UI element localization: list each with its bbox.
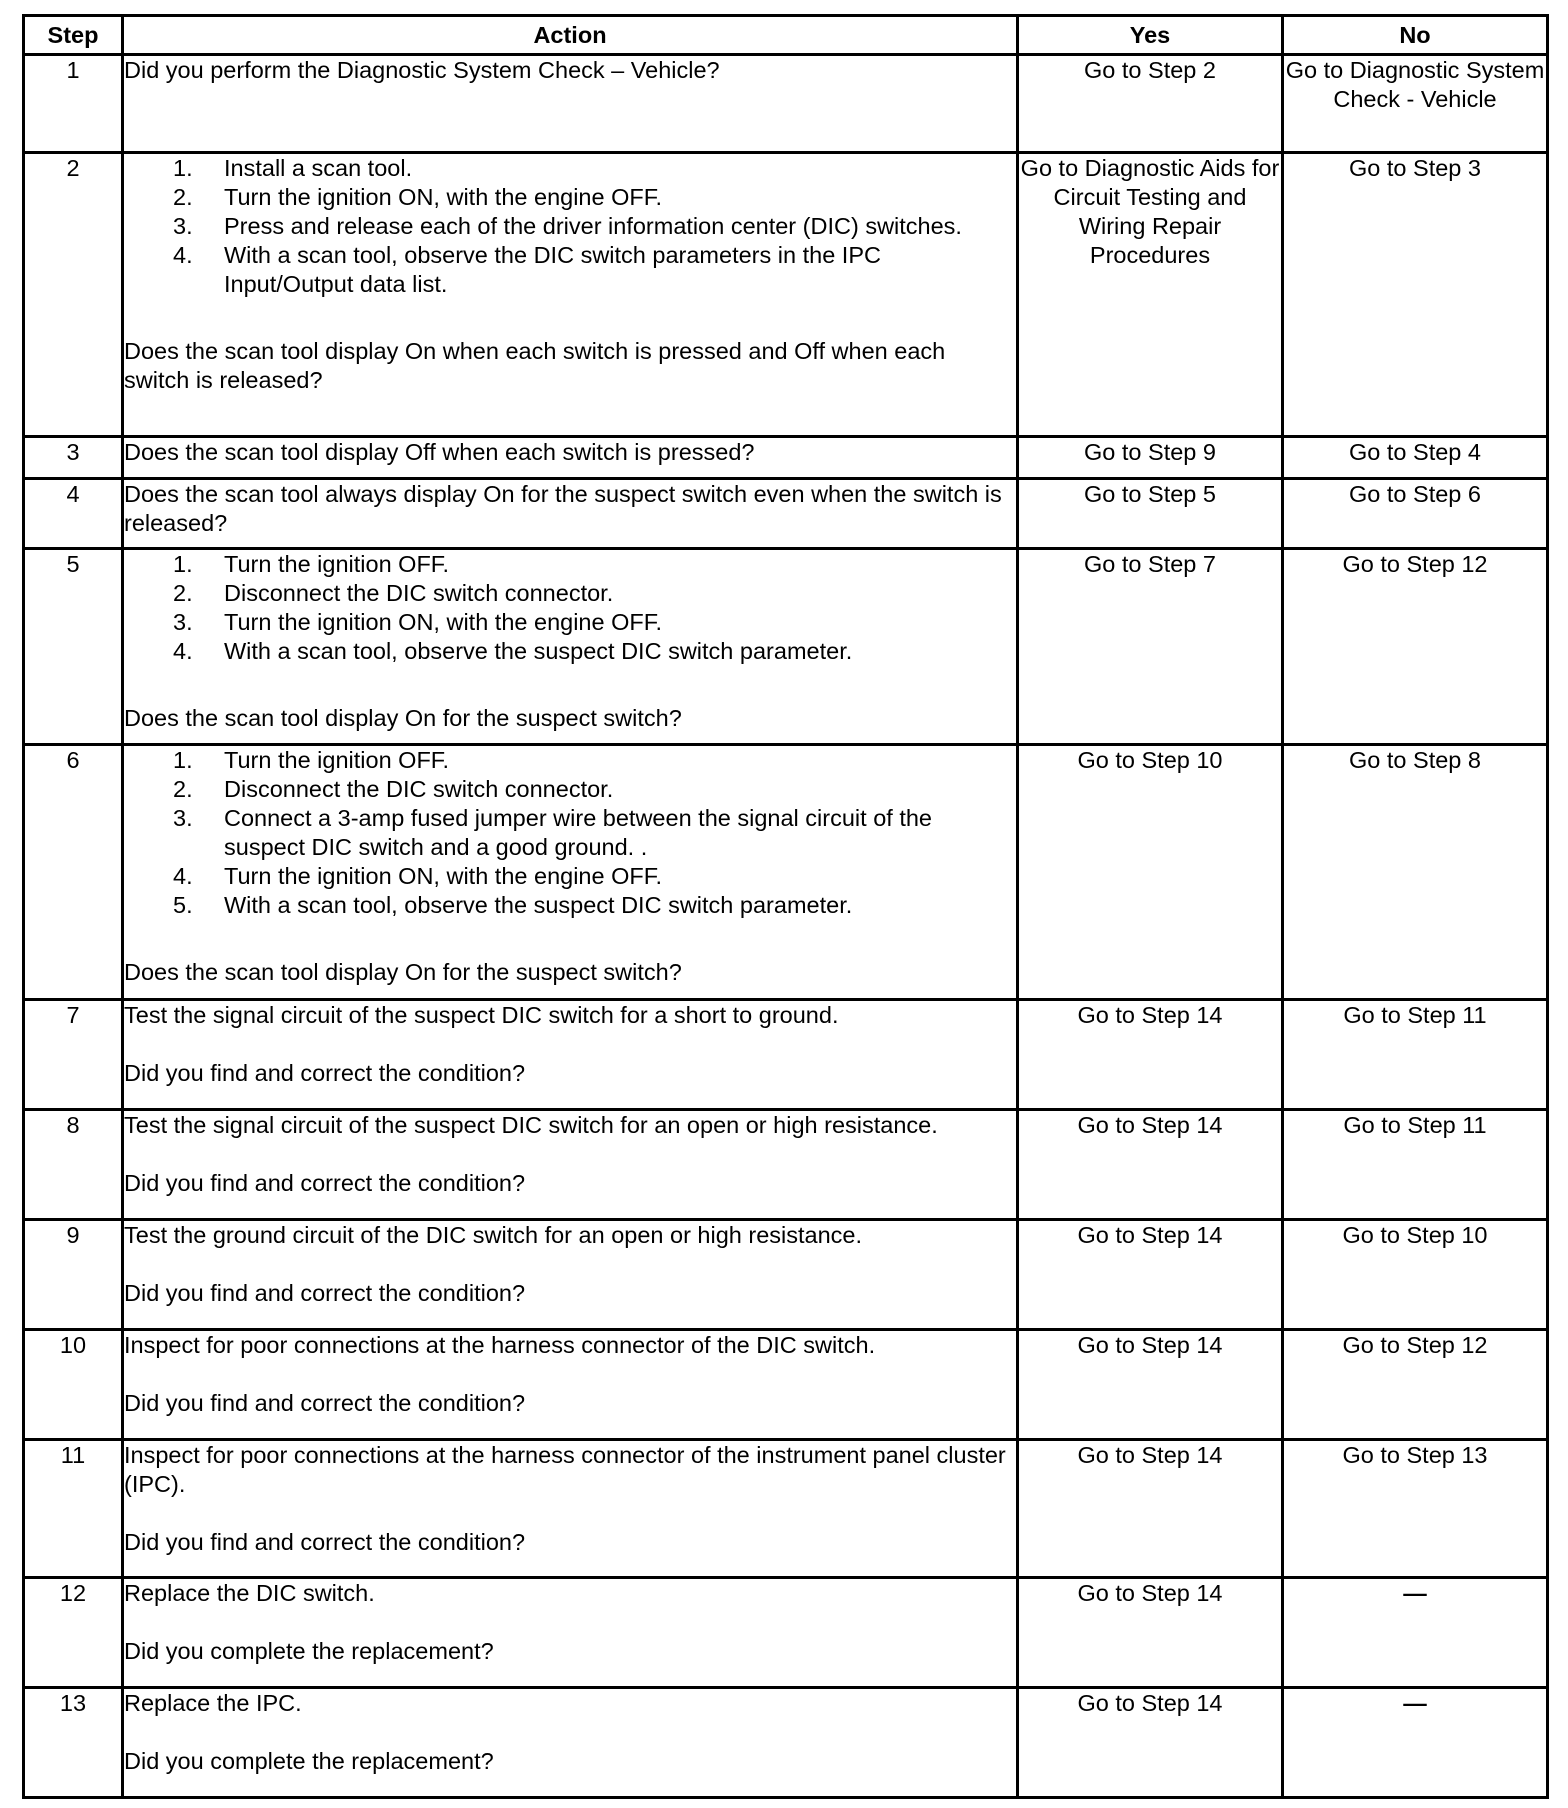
yes-result: Go to Step 14 — [1018, 1110, 1283, 1220]
header-no: No — [1283, 16, 1548, 55]
yes-result: Go to Step 10 — [1018, 745, 1283, 1000]
no-result: Go to Step 4 — [1283, 437, 1548, 479]
action-question: Did you complete the replacement? — [124, 1748, 494, 1774]
spacer — [124, 1360, 1016, 1389]
action-question: Did you find and correct the condition? — [124, 1280, 526, 1306]
yes-result: Go to Step 5 — [1018, 479, 1283, 549]
yes-result: Go to Step 2 — [1018, 55, 1283, 153]
action-steps — [124, 550, 1016, 666]
action-step-item: 2. Turn the ignition ON, with the engine OFF. — [173, 184, 663, 210]
table-row-step-8 — [24, 1110, 1548, 1220]
step-number: 12 — [24, 1578, 123, 1688]
table-row-step-3 — [24, 437, 1548, 479]
action-cell — [123, 1688, 1018, 1798]
action-cell — [123, 1000, 1018, 1110]
action-question: Does the scan tool display Off when each switch is pressed? — [124, 439, 755, 465]
table-row-step-11 — [24, 1440, 1548, 1578]
table-row-step-12 — [24, 1578, 1548, 1688]
table-row-step-5 — [24, 549, 1548, 745]
no-result: Go to Step 3 — [1283, 153, 1548, 437]
action-question: Does the scan tool always display On for the suspect switch even when the switch is released? — [124, 481, 1002, 536]
action-question: Did you find and correct the condition? — [124, 1170, 526, 1196]
header-yes: Yes — [1018, 16, 1283, 55]
action-step-item: 1. Turn the ignition OFF. — [173, 551, 450, 577]
spacer — [124, 920, 1016, 958]
no-result: Go to Step 6 — [1283, 479, 1548, 549]
step-number: 5 — [24, 549, 123, 745]
spacer — [124, 1608, 1016, 1637]
action-step-item: 5. With a scan tool, observe the suspect DIC switch parameter. — [173, 892, 853, 918]
action-question: Does the scan tool display On for the suspect switch? — [124, 959, 682, 985]
diagnostic-table-container — [22, 14, 1549, 1799]
action-cell — [123, 479, 1018, 549]
step-number: 2 — [24, 153, 123, 437]
action-intro: Replace the IPC. — [124, 1690, 302, 1716]
action-cell — [123, 549, 1018, 745]
yes-result: Go to Step 14 — [1018, 1330, 1283, 1440]
step-number: 10 — [24, 1330, 123, 1440]
action-cell — [123, 1578, 1018, 1688]
spacer — [124, 1499, 1016, 1528]
action-step-item: 2. Disconnect the DIC switch connector. — [173, 580, 614, 606]
action-step-item: 1. Turn the ignition OFF. — [173, 747, 450, 773]
spacer — [124, 1140, 1016, 1169]
action-cell — [123, 1440, 1018, 1578]
step-number: 9 — [24, 1220, 123, 1330]
action-intro: Test the signal circuit of the suspect DIC switch for a short to ground. — [124, 1002, 839, 1028]
action-step-item: 4. With a scan tool, observe the suspect DIC switch parameter. — [173, 638, 853, 664]
no-result: Go to Step 12 — [1283, 1330, 1548, 1440]
action-intro: Did you perform the Diagnostic System Check – Vehicle? — [124, 57, 720, 83]
action-cell — [123, 1330, 1018, 1440]
action-cell — [123, 153, 1018, 437]
yes-result: Go to Step 14 — [1018, 1578, 1283, 1688]
step-number: 8 — [24, 1110, 123, 1220]
step-number: 7 — [24, 1000, 123, 1110]
action-step-item: 3. Turn the ignition ON, with the engine OFF. — [173, 609, 663, 635]
table-row-step-4 — [24, 479, 1548, 549]
table-row-step-7 — [24, 1000, 1548, 1110]
yes-result: Go to Step 14 — [1018, 1220, 1283, 1330]
no-result: — — [1283, 1578, 1548, 1688]
action-step-item: 1. Install a scan tool. — [173, 155, 413, 181]
step-number: 6 — [24, 745, 123, 1000]
header-step: Step — [24, 16, 123, 55]
action-step-item: 3. Connect a 3-amp fused jumper wire between the signal circuit of the suspect DIC switch and a good ground. . — [173, 805, 932, 860]
action-intro: Test the signal circuit of the suspect DIC switch for an open or high resistance. — [124, 1112, 938, 1138]
step-number: 3 — [24, 437, 123, 479]
action-intro: Inspect for poor connections at the harness connector of the DIC switch. — [124, 1332, 876, 1358]
no-result: Go to Step 13 — [1283, 1440, 1548, 1578]
action-question: Did you find and correct the condition? — [124, 1060, 526, 1086]
spacer — [124, 299, 1016, 337]
action-question: Did you complete the replacement? — [124, 1638, 494, 1664]
step-number: 4 — [24, 479, 123, 549]
action-step-item: 3. Press and release each of the driver information center (DIC) switches. — [173, 213, 962, 239]
spacer — [124, 1030, 1016, 1059]
yes-result: Go to Step 14 — [1018, 1000, 1283, 1110]
table-row-step-10 — [24, 1330, 1548, 1440]
table-row-step-2 — [24, 153, 1548, 437]
yes-result: Go to Step 14 — [1018, 1688, 1283, 1798]
header-action: Action — [123, 16, 1018, 55]
step-number: 13 — [24, 1688, 123, 1798]
table-row-step-1 — [24, 55, 1548, 153]
header-row — [24, 16, 1548, 55]
no-result: Go to Step 12 — [1283, 549, 1548, 745]
step-number: 11 — [24, 1440, 123, 1578]
yes-result: Go to Diagnostic Aids for Circuit Testing and Wiring Repair Procedures — [1018, 153, 1283, 437]
action-steps — [124, 154, 1016, 299]
action-cell — [123, 437, 1018, 479]
yes-result: Go to Step 9 — [1018, 437, 1283, 479]
action-intro: Inspect for poor connections at the harness connector of the instrument panel cluster (IPC). — [124, 1442, 1006, 1497]
no-result: Go to Step 10 — [1283, 1220, 1548, 1330]
action-cell — [123, 745, 1018, 1000]
action-question: Did you find and correct the condition? — [124, 1529, 526, 1555]
yes-result: Go to Step 7 — [1018, 549, 1283, 745]
no-result: Go to Step 11 — [1283, 1000, 1548, 1110]
table-row-step-6 — [24, 745, 1548, 1000]
action-cell — [123, 1220, 1018, 1330]
spacer — [124, 666, 1016, 704]
action-question: Did you find and correct the condition? — [124, 1390, 526, 1416]
step-number: 1 — [24, 55, 123, 153]
no-result: Go to Step 11 — [1283, 1110, 1548, 1220]
diagnostic-table — [22, 14, 1549, 1799]
action-cell — [123, 55, 1018, 153]
no-result: Go to Step 8 — [1283, 745, 1548, 1000]
spacer — [124, 1250, 1016, 1279]
action-step-item: 2. Disconnect the DIC switch connector. — [173, 776, 614, 802]
action-step-item: 4. Turn the ignition ON, with the engine OFF. — [173, 863, 663, 889]
action-step-item: 4. With a scan tool, observe the DIC switch parameters in the IPC Input/Output data list. — [173, 242, 881, 297]
action-intro: Replace the DIC switch. — [124, 1580, 375, 1606]
table-row-step-13 — [24, 1688, 1548, 1798]
action-intro: Test the ground circuit of the DIC switch for an open or high resistance. — [124, 1222, 863, 1248]
action-question: Does the scan tool display On when each switch is pressed and Off when each switch is released? — [124, 338, 946, 393]
no-result: Go to Diagnostic System Check - Vehicle — [1283, 55, 1548, 153]
no-result: — — [1283, 1688, 1548, 1798]
action-question: Does the scan tool display On for the suspect switch? — [124, 705, 682, 731]
spacer — [124, 1718, 1016, 1747]
yes-result: Go to Step 14 — [1018, 1440, 1283, 1578]
action-cell — [123, 1110, 1018, 1220]
table-row-step-9 — [24, 1220, 1548, 1330]
action-steps — [124, 746, 1016, 920]
